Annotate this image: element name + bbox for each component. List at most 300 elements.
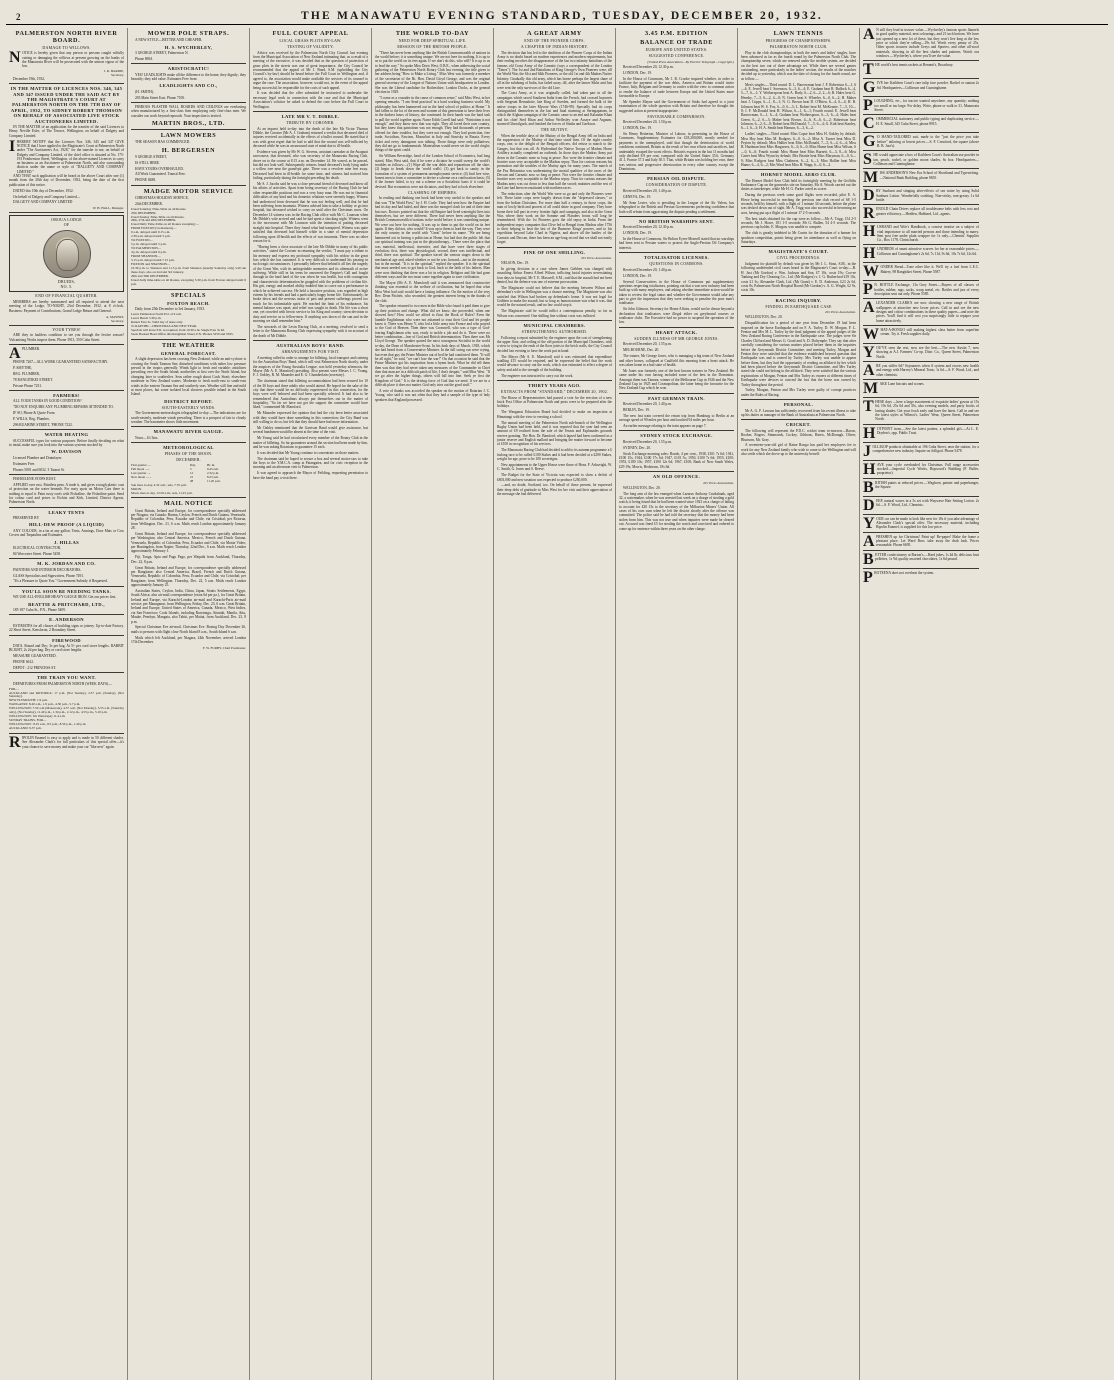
- divider-rule: [863, 397, 979, 398]
- article-subheadline: E. ANDERSON: [49, 617, 84, 623]
- classified-ad: [863, 115, 979, 133]
- drop-cap: G: [863, 133, 876, 151]
- body-paragraph: At an inquest held to-day into the death of the late Mr Victor Thomas Dibble, the Coroner (Mr A. J. Graham) returned a verdict that deceased died of injuries received accidentally in the effects of a bullet wound. He stated that it was with great regret that he had to add that the wound was self-inflicted by deceased while he was in an unsound state of mind due to ill-health.: [253, 126, 368, 149]
- article-kicker: A CHAPTER OF INDIAN HISTORY.: [520, 43, 589, 49]
- classified-ad: [863, 514, 979, 532]
- drop-cap: H: [863, 424, 876, 442]
- divider-rule: [863, 298, 979, 299]
- divider-rule: [863, 514, 979, 515]
- drop-cap: D: [863, 187, 875, 205]
- ad-body-text: ETTER confectionery at Barton's.—Hard jubes, 1s 4d lb; delicious fruit pellettes, 1s 9d; quality assorted chocolates, 1s 6d pound.: [875, 552, 979, 561]
- body-paragraph: December 19th, 1932.: [13, 76, 45, 81]
- body-paragraph: The chairman stated that billeting accommodation had been secured for 10 of the 36 boys and three adults who would attend. He hoped for the sake of the city that there would be no difficulty experienced in this connection, for the boys were well behaved and had been specially selected. It had also to be remembered that Australians always put themselves out in the matter of hospitality. "So far we have not got the support the committee would have liked," commented Mr Mansford.: [253, 379, 368, 410]
- divider-rule: [741, 246, 856, 247]
- body-paragraph: ESTIMATES for all classes of building signs or joinery. Up-to-date Factory. 22 Short Street, Kensloron, 2 Boundary Street.: [9, 623, 124, 633]
- divider-rule: [863, 60, 979, 61]
- lodge-line: OROUA LODGE: [51, 217, 82, 223]
- divider-rule: [863, 478, 979, 479]
- body-paragraph: MEMBERS are hereby summoned and all required to attend the next meeting of the Lodge, TO-NIGHT, 23rd December, 1932, at 8 o'clock. Business: Payment of Contributions, Grand Lodge Return and General.: [9, 299, 124, 313]
- divider-rule: [741, 399, 856, 400]
- body-paragraph: Received December 20, 1.40 p.m.: [623, 267, 672, 272]
- classified-ad: [863, 187, 979, 205]
- classified-ad: [9, 734, 124, 752]
- newspaper-title: THE MANAWATU EVENING STANDARD, TUESDAY, DECEMBER 20, 1932.: [301, 10, 823, 22]
- drop-cap: N: [9, 49, 21, 67]
- drop-cap: P: [863, 281, 873, 299]
- classified-ad: [863, 460, 979, 478]
- article-kicker: DAMAGE TO WILLOWS.: [42, 44, 91, 50]
- classified-ad: [863, 382, 979, 395]
- article-subheadline: MAGISTRATE'S COURT.: [768, 249, 829, 255]
- divider-rule: [863, 424, 979, 425]
- divider-rule: [131, 63, 246, 64]
- list-item: 9 a.m. delayed until 9.15 a.m.: [131, 230, 171, 235]
- ad-body-text: RY Sunburn and stinging after-effects of sea water by using Solid Sunburn Lotion. Wonderfully soothing. Non-sticky, non-greasy. 1s 6d bottle.: [876, 189, 979, 202]
- divider-rule: [741, 419, 856, 420]
- body-paragraph: Turley, Morgan, Fenton and Mrs Turley were guilty of corrupt practices under the Rules of Racing.: [741, 388, 856, 397]
- body-paragraph: In the House of Commons, Mr J. R. Crooke inquired whether, in order to facilitate the payment of the war debts, America and Britain would invite France, Italy, Belgium and Germany to confer with the view to common action to render the balance of trade between Europe and the United States more favourable to Europe.: [619, 76, 734, 99]
- divider-rule: [131, 426, 246, 427]
- article-kicker: SUGGESTED CONFERENCE.: [648, 52, 705, 58]
- article-subheadline: YOU'LL SOON BE NEEDING TANKS.: [21, 588, 112, 594]
- divider-rule: [9, 614, 124, 615]
- divider-rule: [253, 340, 368, 341]
- table-cell: 9.45 a.m.: [206, 466, 219, 471]
- table-cell: 11.20 p.m.: [206, 478, 221, 483]
- article-subheadline: NO BRITISH WARSHIPS SENT.: [639, 218, 714, 224]
- ad-body-text: N still they lead in trouser value.—Wycherley's famous sports flannels in good quality material, neat colourings, and 21 inch bottom. We have just opened up a new lot of these, but they won't live long at the low price at which they're selling—19s 6d. Worth every penny of 25s. Other sports trousers include Greys and Sportex, and other all-wool materials, showing in all the best shades and patterns. Watch our windows.—Wycherley's, where you'll see the value.: [876, 28, 979, 58]
- divider-rule: [863, 186, 979, 187]
- ad-body-text: HEREBY NOTIFY that the Licences Nos. 346, 345 and 347 GIVE NOTICE that I have applied to the Magistrate's Court at Palmerston North under "The Auctioneers Act, 1928," for the transfer to me, on behalf of Dalgety and Company Limited, of the chief office is situated at No. 175-193 Featherston Street, Wellington, of the above-named Licences to carry on business as an Auctioneer at Palmerston North, and also surrounding districts under the name or style of "DALGETY AND COMPANY LIMITED.": [16, 139, 124, 174]
- ad-body-text: ISS ANDERSON'S New Era School of Shorthand and Typewriting.—National Bank Building, phone 8655.: [879, 171, 979, 180]
- list-item: TO FOXTON—: [131, 238, 153, 243]
- ad-body-text: HAT-A-BONGO still making highest class butter from superfine cream. Try it. Fresh supplies daily.: [880, 328, 979, 337]
- body-paragraph: 9 GEORGE STREET,: [135, 154, 167, 159]
- body-paragraph: New appointments to the Upper House were those of Hons. F. Arkwright, W. C. Smith, G. Jones and S. Reeve.: [497, 462, 612, 472]
- lodge-line: DRUIDS,: [57, 278, 76, 284]
- list-item: 5 p.m. delayed until 5 p.m.: [131, 242, 167, 247]
- article-kicker: PHASES OF THE MOON.: [164, 451, 213, 457]
- article-subheadline: PERSIAN OIL DISPUTE.: [647, 176, 706, 182]
- table-cell: 28: [189, 478, 194, 483]
- article-subheadline: FARMERS!: [53, 392, 80, 398]
- divider-rule: [863, 325, 979, 326]
- table-cell: 12: [189, 470, 194, 475]
- body-paragraph: A NEW STYLE—BETTER AND CHEAPER.: [135, 38, 203, 43]
- divider-rule: [9, 558, 124, 559]
- body-paragraph: "Having been a close associate of the late Mr Dibble in many of his public activities," stated the Coroner in returning the verdict, "I must pay a tribute to his memory and express my profound sympathy with his widow in the great loss which she has sustained. It is very difficult to understand his passing in such tragic circumstances. I personally believe that behind it all lies the tragedy of the Great War, with its unforgettable memories and its aftermath of active suffering. While still in his teens he answered the Empire's Call and fought through in the hard hard of the war when he was health, but with courageous and characteristic determination he grappled with the problems of civilian life. His grit, energy and marked ability enabled him to carve out a performance in which he achieved success. He held a lucrative position, was regarded in high esteem by his friends and had a particularly happy home life. Unfortunately, he broke down and the nervous strain of past and present sufferings proved too much for his indomitable spirit. He reached the limit of his endurance, his mental balance was upset, and relief was sought in death. His life was a short one, yet crowded with heroic service to his King and country; stern devotion to duty and service as to fellow-men. If anything was down of the sun and in the morning we shall remember him.": [253, 244, 368, 324]
- classified-ad: [863, 532, 979, 550]
- body-paragraph: SUCCESSFUL types for various purposes. Before finally deciding on what to instal, make sure you look into the various systems stocked by: [9, 438, 124, 448]
- article-subheadline: HEART ATTACK.: [655, 329, 698, 335]
- body-paragraph: Received December 20, 1.55 p.m.: [623, 342, 672, 347]
- body-paragraph: The Magistrate said he would inflict a contemptuous penalty, so far as Wilson was concerned. One shilling fine without costs was inflicted.: [497, 309, 612, 318]
- body-paragraph: Mr Young said he had circularised every member of the Rotary Club in the matter of billeting. So far guarantees around the section had been made by him, and he was asking Rotarians to guarantee 15 each.: [253, 436, 368, 449]
- body-paragraph: Great Britain, Ireland and Europe, for correspondence specially addressed per Rangitane; also Central America, Brazil, French and Dutch Guiana, Venezuela, Republic of Colombia, Peru, Ecuador and Chile, via Cristobal; per Rangitane, from Wellington, Thursday, Dec. 22, 5 a.m. Mails reach London approximately January 25.: [131, 565, 246, 588]
- drop-cap: G: [863, 79, 876, 97]
- table-cell: Last quarter ....: [131, 470, 151, 475]
- article-subheadline: METEOROLOGICAL: [163, 445, 214, 451]
- body-paragraph: The Hornet Model Aero Club held its fortnightly meeting by the Griffiths Endurance Cup on the gunworks site on Saturday. Mr A. Woods carried out the duties as timekeeper, while Mr H. G. Parker acted as scorer.: [741, 178, 856, 192]
- body-paragraph: Mr S. J. Jacobs said he was a close personal friend of deceased and knew all his affairs of activities. Apart from being secretary of the Racing Club he had other responsible positions and was a very busy man. He was not in financial difficulties of any kind and his domestic relations were serenely happy. Witness had understood from deceased that he was not feeling well, and that he had been suffering from insomnia. Witness advised him to take a holiday or go into hospital, but deceased wished to carry on until after the Christmas races. On December 14 witness was in the Racing Club office with Mr C. Lounson when Mr Dibble's wife arrived and said he had spent a shocking night. Witness went to the racecourse with Mr Lounson with the intention of putting deceased straight into hospital. There they found what had transpired. Witness was quite satisfied that deceased had himself while in a state of mental depression following upon ill-health and the effects of war insomnia. There was no other reason for it.: [253, 182, 368, 243]
- divider-rule: [9, 429, 124, 430]
- article-subheadline: DISTRICT REPORT.: [164, 398, 213, 404]
- classified-ad: [863, 424, 979, 442]
- list-item: Leave Beach 5.30 p.m.: [131, 316, 162, 321]
- divider-rule: [131, 339, 246, 340]
- body-paragraph: —and, no doubt, Scotland, too. On behalf of those present, he expressed their deep debt of gratitude to Miss West for her visit and their appreciation of the message she had delivered.: [497, 483, 612, 497]
- body-paragraph: IS STILL HERE.: [135, 160, 160, 165]
- article-subheadline: SYDNEY STOCK EXCHANGE.: [640, 433, 713, 439]
- divider-rule: [497, 247, 612, 248]
- drop-cap: B: [863, 550, 874, 568]
- classified-ad: [863, 346, 979, 359]
- ad-body-text: HE would appreciate a box of Kathleen Court's Australian use powder in tan, peach, rachel, or golden moon shades, 6s box. Headquarters—Collinson and Cunninghame.: [873, 153, 979, 166]
- newspaper-column: [494, 28, 616, 1380]
- body-paragraph: Play in the club championships, in both the men's and ladies' singles, have been advanced as far as the fourth round by the Palmerston North Club. The championship seven, which are renewed under the terrible system, are decided on the best two out of three advantage set. While there are several games outstanding, more particularly in the ladies' section, the results of the matches decided up to yesterday, which was the date of closing for the fourth round, are as follow:—: [741, 50, 856, 81]
- body-paragraph: The following will represent the P.D.C. cricket team to-morrow—Bacon, Rooker, Rogers, Simmonds, Cockey, Gibbons, Harris, McDonagh, Oliver, Blunsom, Mr. Gray.: [741, 428, 856, 442]
- list-item: Usual Sunday Time-Table on all Routes.: [131, 214, 185, 219]
- body-paragraph: Mr Maunder expressed the opinion that had the city been better associated with they would have done something in this connection; the City Band was still willing to do so, but felt that they should have had more information.: [253, 411, 368, 425]
- list-item: FROM FOXTON (via Rainons)—: [131, 226, 177, 231]
- article-subheadline: FIREWOOD: [52, 637, 81, 643]
- list-item: Usual daily time-table on all Routes, excepting 5.30 p.m. from Foxton delayed until 6 p.m.: [131, 277, 246, 286]
- article-byline: Per Press Association.: [581, 255, 612, 260]
- ad-body-text: PLUMBER.: [22, 347, 40, 352]
- article-headline: PALMERSTON NORTH RIVER BOARD.: [15, 30, 118, 45]
- drop-cap: H: [863, 245, 876, 263]
- lodge-line: OF: [63, 222, 70, 228]
- body-paragraph: Great Britain, Ireland and Europe, for correspondence specially addressed per Niagara, via Canada: Burma, Ceylon, French and Dutch Guiana, Venezuela, Republic of Colombia, Peru, Ecuador and Chile, via Cristobal; per Rotorua, from Wellington, Dec. 21, 6 a.m. Mails reach London approximately January 28.: [131, 508, 246, 531]
- body-paragraph: MELBOURNE, Dec. 20.: [623, 348, 660, 353]
- article-kicker: SUDDEN ILLNESS OF MR GEORGE JONES.: [634, 335, 719, 341]
- divider-rule: [741, 295, 856, 296]
- body-paragraph: FISHOILENE STOPS RUST.: [13, 476, 57, 481]
- body-paragraph: Received December 20, 12.30 p.m.: [623, 225, 674, 230]
- article-kicker: QUESTIONS IN COMMONS.: [649, 261, 704, 267]
- article-kicker: ARRANGEMENTS FOR VISIT.: [281, 349, 340, 355]
- newspaper-column: [860, 28, 982, 1380]
- divider-rule: [619, 430, 734, 431]
- table-cell: 5: [189, 466, 192, 471]
- body-paragraph: Sir William Beveridge, head of the London School of Economics, had long stated, Miss West said, that if he were a dictator he would sweep the world's troubles as follows:—(1) Wipe all the war debts and reparations off the slate; (2) begin to break down the 'world walls'; (3) get back to sanity in the formation of a system of permanent unemployment service; (4) find free wise, honest men to form a committee to devise a scheme on a confiscation basis; (5) if the former failed, to try out a scheme on a Socialistic basis if it could be devised. But economists were not dictators, and they had to look elsewhere.: [375, 154, 490, 189]
- body-paragraph: Special Christmas Eve air-mail, Christmas Eve. Boxing Day December 26, mails to persons with flight close North Island 8 a.m., South Island 6 a.m.: [131, 625, 246, 634]
- body-paragraph: APPLIED over rust. Paintless pens. A trade it, and gives a tough plastic coat of protection on the water beneath. For rusty spots on Motor Cars there is nothing to equal it. Paint rusty roofs with Fishoiline, the Fishoiline paint. Send for colour card and prices to Etchist and Kirk, Limited, District Agents, Palmerston North.: [9, 482, 124, 505]
- list-item: 2.39 p.m. delayed until 3 p.m.: [131, 234, 171, 239]
- drop-cap: D: [863, 496, 875, 514]
- classified-ad: [863, 568, 979, 586]
- divider-rule: [863, 222, 979, 223]
- divider-rule: [9, 344, 124, 345]
- ad-body-text: AVE your cycle overhauled for Christmas. Full range accessories stocked.—Imperial Cycle Works, Hopwood's Building (F. Buller, proprietor).: [876, 462, 979, 476]
- divider-rule: [863, 379, 979, 380]
- body-paragraph: LONDON, Dec. 19.: [623, 70, 653, 75]
- body-paragraph: BERLIN, Dec. 19.: [623, 407, 650, 412]
- ad-body-text: OLLIGOP products obtainable at 196 Cuba Street, near the station, for a comprehensive new industry. Inquire on Jolligod. Phone 5478.: [872, 444, 979, 453]
- body-paragraph: Great Britain, Ireland and Europe, for correspondence specially addressed per Washington; also Central America, Mexico, French and Dutch Guiana, Venezuela, Republic of Colombia, Peru, Ecuador and Chile, via Monte Video; per Huntingdon, from Napier, Thursday, 22nd Dec., 6 a.m. Mails reach London approximately February 1.: [131, 531, 246, 554]
- lodge-notice-emblem: [9, 215, 124, 292]
- classified-ad: [9, 137, 124, 175]
- article-kicker: END OF THE PIONEER CORPS.: [524, 37, 585, 43]
- signature-line: W. H. HALL, Manager.: [92, 206, 124, 211]
- divider-rule: [9, 325, 124, 326]
- body-paragraph: GENEVA, Dec. 19.: [623, 194, 652, 199]
- drop-cap: C: [863, 115, 875, 133]
- divider-rule: [741, 169, 856, 170]
- classified-ad: [863, 442, 979, 460]
- article-subheadline: H. S. WYCHERLEY,: [164, 44, 213, 50]
- article-kicker: STRENGTHENING AUTHORISED.: [521, 328, 588, 334]
- list-item: NEW PLYMOUTH: 1.9 p.m.: [9, 698, 48, 703]
- body-paragraph: The speaker returned to two men in the Bible who found it paid them to give up their position and change. What did we know, she proceeded, when one showed how? How could we afford to flout the Book of Rules? Even the humble Englishman who were not ashamed to trust their God and let people know it. There was Henry V, who led a little army into France and who prayed to the God of Heaven. Then there was Cromwell, who was a type of God-fearing Englishman who was, ready to tackle a job and do it. There were no better combination—fear of God and British determination. Then there was Mr Lloyd George. The speaker quoted the most courageous Socialist in the world to-day, the Dean of Manchester-Scout. In his dark days of March, 1918, which she had heard from a Conservative Minister. In the full swing our were crying, but even that guy the Prime Minister out of bed he had comforted them. "It will be all right," he said, "we can't lose the war!" On that occasion he said that the Prime Minister got his inspiration from a hymn book. What he did tell them then was that they had never taken any measures of the Commander in Chief then that man are in a difficult patch of life, I don't despair," said Miss West. "If we go after the higher things, others will fall into line. Seek ye first the Kingdom of God." It is the driving force of God that we need. If we are in a difficult place it does not matter. God only tries out the good stuff.": [375, 304, 490, 388]
- article-subheadline: RACING INQUIRY.: [775, 297, 822, 303]
- divider-rule: [497, 320, 612, 321]
- body-paragraph: Following a report submitted by the engineer upon the cost of strengthening the upper floor, and ceiling of the old portion of the Municipal Chambers, with a view to tying in the ends of the floor joists to the brick walls, the City Council decided last evening to have the work put in hand.: [497, 335, 612, 353]
- body-paragraph: Stock Exchange morning sales: Bonds, 4 per cent., 1938, £101 7s 6d; 1941, £100 15s; 1944, £100 17s 6d; 1947, £101 5s; 1950, £100 7s 6d; 1955, £100; 1953, £100 10s; 1957, £100 12s 6d; 1967, £100; Bank of New South Wales, £29 19s; Morris, Hedstrom, 18s 6d.: [619, 451, 734, 469]
- article-subheadline: LEAKY TENTS: [48, 509, 85, 515]
- body-paragraph: FIBROUS PLASTER WALL BOARDS AND CEILINGS are everlasting when manufactured by a first-class firm employing only first-class men. We consider our work beyond reproach. Your inspection is invited.: [131, 104, 246, 118]
- drop-cap: R: [863, 205, 875, 223]
- body-paragraph: (H. SMITH),: [135, 89, 154, 94]
- article-headline: FULL COURT APPEAL: [272, 30, 349, 37]
- article-kicker: MISSION OF THE BRITISH PEOPLE.: [397, 43, 468, 49]
- signature-line: Secretary.: [110, 318, 124, 323]
- body-paragraph: "I come as a crusader in the cause of common sense," said Miss West, in her opening remarks. "I am 'dead practical' in a hard working business world. My philosophy has been hammered out in the hard school of politics at Home." It had fallen to the lot of the men and women of this generation to have their lives in the darkest hours of history, she continued. In their hands was the hard task to pull the world together again. Nurse Edith Cavell had said: "Patriotism is not enough," and they knew now that was right. They all loved their own country, but they knew that patriotism was not enough. They had thousands of persons offered for their troubles, but they were not enough. They had protection, free trade, Socialism, Fascism, Mussolini in Italy and Stavisky in Russia. Every ticket and every damagoms was talking. Those things were only palliatives; they did not go to fundamentals. Materialism would never set the world a'right; things of the spirit could.: [375, 95, 490, 153]
- body-paragraph: All Work Guaranteed. Transit Free.: [135, 172, 186, 177]
- ad-body-text: RE you stiffer 6d? Sojourners when A system and excess new health and energy with Harvey's Mineral Tonic, 1s 6d.—S. F. Wood, Ltd., and other chemists.: [876, 364, 979, 377]
- classified-ad: [863, 281, 979, 299]
- drop-cap: S: [863, 151, 872, 169]
- body-paragraph: Mails which left Auckland, per Niagara, 24th November, arrived London 17th December.: [131, 635, 246, 645]
- body-paragraph: LONDON, Dec. 19.: [623, 126, 653, 131]
- divider-rule: [863, 204, 979, 205]
- drop-cap: P: [863, 568, 873, 586]
- list-item: To RAETIHI—CHRISTMAS AND NEW YEAR.: [131, 323, 198, 328]
- classified-ad: [863, 151, 979, 169]
- body-paragraph: During the previous week some good flights were recorded, pilot E. A. Howe being successful in reaching the previous one club record of 68 1-5 seconds, held by himself, with a flight of 1 minute 34 seconds, before the plane was decked down out of sight. Mr A. Trigg was also successful in becoming an aces, having put up a flight of 1 minute 17 2-5 seconds.: [741, 193, 856, 215]
- article-kicker: LOCAL GRASS PLOTS BY-LAW.: [279, 37, 342, 43]
- body-paragraph: Private Phone 7231.: [13, 383, 43, 388]
- body-paragraph: P. SMYTHE,: [13, 365, 33, 370]
- body-paragraph: Men's singles.—Third round: D. L. Barrowman beat J. F. Robertson 6—1, 6—4; E. Jewell beat J. Sorenson, 6—3, 6—4; E. Graham beat R. Bullock 6—4, 5—7, 6—1; Y. Wotherspoon beat A. Barly, 6—2, 6—2, 2—6; R. Hales beat G. Hensby, 7—5, 6—2, 4—0; N. Green beat S. Wheeler, 6—0, 6—2; H. Maher beat J. Copps, 6—1, 8—1; N. G. Brown beat D. O'Brien, 6—4, 6—4; H. B. Johnson beat W. S. Fox, 6—0, 6—3; L. Robert beat M. McKenzie, 7—5, 10—8; J. F. McDonald beat H. Wilson, 6—1, 6—1; Fourth round: E. Jewell beat Barrowman, 6—1, 6—4; Graham beat Wotherspoon, 6—3, 6—4; Hales beat Green, 6—2, 6—3; Maher beat Brown, 4—6, 8—6, 6—2; Robertson beat Johnson, 6—2, 6—0; Robert beat McDonald, 7—5, 6—4; G. Kirk beat Stanley, 6—1, 6—3; H. A. Smith beat Hanson, 6—3, 6—2.: [741, 82, 856, 131]
- body-paragraph: ELECTRICAL CONTRACTOR,: [13, 546, 61, 551]
- divider-rule: [863, 496, 979, 497]
- body-paragraph: 84 Worcester Street. Phone 5458.: [13, 551, 61, 556]
- body-paragraph: Received December 20, 12.30 p.m.: [623, 64, 674, 69]
- body-paragraph: The reductions after the World War were so go and only the Pioneers were left. These latter corps were largely drawn from the "depressed classes," or from the Indian Christians. For more than half a century, in those corps, the man of lowly birth and poorest of all could shine in good company. They have borne their full part in every frontier fight and campaign, and also in the Great War, where their work on the Somme and Flanders fronts will long be remembered. With the 1st Pioneers goes the old sepoy in India. From the independent sepoy companies that Clive led to Bengal from Madras after 1756 to their helping to beat the last of the Burmese Kings' powers, and to his expedition beyond Lake Chad in Nigeria, and above all the battles of the Carnatic and Deccan, there has been an age-long record that we shall not easily forget.: [497, 192, 612, 245]
- article-headline: BALANCE OF TRADE: [640, 39, 713, 47]
- body-paragraph: Licensed Plumber and Drainlayer.: [13, 455, 63, 460]
- article-kicker: CONSIDERATION OF DISPUTE.: [645, 182, 708, 188]
- list-item: Usual Saturday Time-Table on all Routes.: [131, 206, 187, 211]
- divider-rule: [619, 471, 734, 472]
- article-subheadline: HORNET MODEL AERO CLUB.: [760, 172, 837, 178]
- list-item: 3.15 p.m. delayed until 7.15 p.m.: [131, 257, 175, 262]
- ad-body-text: OUR car can be made to look like new for 10s if you take advantage of Alexander Clark's special offer. The necessary material, including Ripolin Enamel, is supplied for this low price.: [876, 516, 979, 530]
- divider-rule: [9, 474, 124, 475]
- article-kicker: DECEMBER.: [176, 457, 201, 463]
- ad-body-text: IVE her Kathleen Court's rare tulip face powder. Rachel or suntan 2s 6d. Headquarters—Collinson and Cunninghame.: [876, 81, 979, 90]
- list-item: 25th DECEMBER.: [131, 210, 157, 215]
- body-paragraph: Received December 20, 1.40 p.m.: [623, 189, 672, 194]
- body-paragraph: PHONE 7267—ALL WORK GUARANTEED SATISFACTORY.: [13, 360, 108, 365]
- article-kicker: FINDING IN EARTHQUAKE CASE: [765, 303, 832, 309]
- classified-ad: [863, 97, 979, 115]
- drop-cap: A: [863, 28, 875, 43]
- article-kicker: NEED FOR DEEP SPIRITUAL LIFE.: [398, 37, 467, 43]
- article-subheadline: ARISTOCRATIC!: [167, 66, 210, 72]
- body-paragraph: The Mayor (Mr A. E. Mansford) said it was announced that constructive thinking was essential to the welfare of civilisation, but he hoped that what Miss West had said would have a lasting influence. On the motion of the very Rev. Dean Fitchett, who seconded, the greatest interest being in the thanks of the club.: [375, 281, 490, 303]
- classified-ad: [863, 400, 979, 422]
- body-paragraph: SYDNEY, Dec. 20.: [623, 445, 651, 450]
- body-paragraph: WELLINGTON, Dec. 20.: [623, 485, 661, 490]
- list-item: AUCKLAND and ROTORUA: 17 p.m. (Not Sunday), 2.37 p.m. (Sunday), (Not Saturday).: [9, 690, 124, 699]
- article-subheadline: BEATTIE & PRITCHARD, LTD.,: [28, 601, 105, 607]
- list-item: WELLINGTON : 8.25 a.m., 8.5 p.m., 8.50 p.m., 1.40 p.m.: [9, 722, 87, 727]
- drop-cap: H: [863, 460, 876, 478]
- body-paragraph: The Manawatu Racing Club had decided to add to its autumn programme a £ furlong race to be called £100 Stakes and it had been decided at a £200 Stakes, weight for age, prize to be 100 sovereigns.: [497, 448, 612, 462]
- body-paragraph: Several Conservatives in the House of Commons put supplementary questions respecting totalisators, pointing out that a vast new industry had been built up with many employees, and asking whether immediate action would be taken to review the legal status and whether the Government would take any part to give the impression that they were seeking to penalise the poor man's totalisator.: [619, 279, 734, 306]
- ad-body-text: OTPOINT irons.—See the latest pattern, a splendid gift.—At L. E. Dryden's, opp. Public Trust.: [876, 426, 979, 435]
- table-cell: Full moon ......: [131, 466, 150, 471]
- body-paragraph: The Coast Army, as it was originally called, had taken part in all the campaigns which saved Southern India from the French, had crossed bayonets with Sergeant Bernadotte, late King of Sweden, and formed the bulk of the native troops in the later Mysore Wars (1746-99). Specially had its corps distinguished themselves in the last and final storming at Seringapatam, in which the Afghan campaign of the Carnatic came to an end and Kalandar Khan and his chief Sted Khan and Arthur Wellesley won Assaye and Argaum, stormed Ghawilgurh, and finished the forces of Sindia and Gaekwar.: [497, 91, 612, 127]
- ad-body-text: O HAND-TAILORED suit, made to the "just the price you take before" tailoring at lowest prices.—S. F. Crawford, the square (above B. B. Just's).: [876, 135, 979, 148]
- body-paragraph: The new fast train covered the return trip from Hamburg to Berlin at an average speed of 90 miles per hour and touched 94 miles per hour.: [619, 413, 734, 423]
- body-paragraph: 3 GEORGE STREET, Palmerston N.: [135, 50, 189, 55]
- drop-cap: Y: [863, 514, 875, 532]
- body-paragraph: Fiji, Tonga, Apia and Pago Pago, per Waipahi from Auckland, Thursday, Dec. 22, 8 p.m.: [131, 555, 246, 564]
- article-headline: A GREAT ARMY: [527, 30, 582, 37]
- body-paragraph: PHONE 8488.: [135, 178, 156, 183]
- article-kicker: TESTING OF VALIDITY.: [287, 43, 334, 49]
- moon-phases-table: [131, 464, 246, 484]
- body-paragraph: P. WILLS, Reg. Plumber,: [13, 416, 50, 421]
- list-item: 26th, 27th and 28th DECEMBER.: [131, 218, 177, 223]
- classified-ad: [863, 225, 979, 242]
- divider-rule: [619, 393, 734, 394]
- divider-rule: [863, 550, 979, 551]
- divider-rule: [131, 102, 246, 103]
- drop-cap: A: [863, 532, 875, 550]
- article-kicker: SOUTH-EASTERLY WINDS.: [161, 404, 216, 410]
- classified-ad: [863, 28, 979, 58]
- divider-rule: [9, 507, 124, 508]
- list-item: FOR—: [9, 686, 19, 691]
- signature-line: Secretary.: [110, 72, 124, 77]
- body-paragraph: When the terrible days of the Mutiny of the Bengal Army fell on India and the suppression of the Mutiny of that time stood firm. Of the eight cavalry corps, one, to the delight of the Bengali officers, did refuse to march to the Ganges, but that was all. At Hyderabad the Native Troops of Madras Horse Artillery actually completed an outbreak. In those days the Madras Army put down in the Carnatic none so long at peace. Nor were the frontier climate and frontier wars very acceptable to the Madras sepoy. Thus for curious reasons his promotion and the troubles of the Mutiny ages for many years. The march of the Pax Britannica was undermining the mortal qualities of the races of the Deccan and Carnatic now so long at peace. Nor were the frontier climate and frontier wars very acceptable to the Madras sepoy. Thus for curious reasons the Madras army was cut down to less than half the sword; mutinies and the rest of the Line had been reconstituted with northern races.: [497, 133, 612, 191]
- divider-rule: [619, 173, 734, 174]
- list-item: MOON.: [131, 486, 142, 491]
- body-paragraph: ALL YOUR TANKS IN GOOD CONDITION?: [13, 399, 82, 404]
- body-paragraph: Phone 8694.: [135, 56, 153, 61]
- body-paragraph: In reading and thinking one book had been very useful to the speaker, and that was "The World First," by J. H. Curle. They had seen how the Empire had had its day and had faded, and there was the mongrel clash for and of their time but ours. Doctors pointed out that the old Empire had lived watertight lives into themselves, but we were different. There had never been anything like the British Commonwealth of nations in the world before; it was something unique. We were out here for nothing. It was up to them to put the world on its feet again. If they did not, who would? It was up to them to lead the way. They were the only country in the world with "Great" before its name. "We are being hammered out in having a politician at Home, but had that the public felt that our spiritual training was just in the physiotherapy... There were the place that was material, intellectual, inventive, and that have were three stages of evolution; first, there was physiological, second, there was intellectual, and third, there was spiritual. The speaker traced the various stages down to the mechanical age and, asked whether or not he was forward—not in the material, but in the mental. "It is in the spiritual," replied the speaker. It is the spiritual that must needed was to get back to God, back to the faith of his fathers. Man were now thinking that there was a lot in religion. Religion and life had gone different ways and the two must come together again to save civilisation.: [375, 196, 490, 280]
- article-kicker: FAVOURABLE COMPARISON.: [647, 113, 706, 119]
- article-subheadline: LEADLIGHTS AND CO.,: [159, 83, 218, 89]
- body-paragraph: LONDON, Dec. 19.: [623, 273, 653, 278]
- article-headline: THE WORLD TO-DAY: [395, 30, 470, 37]
- classified-ad: [863, 245, 979, 263]
- article-subheadline: MANAWATU RIVER GAUGE.: [153, 429, 224, 435]
- article-subheadline: MUNICIPAL CHAMBERS.: [523, 323, 586, 329]
- article-subheadline: WATER HEATING: [44, 432, 89, 438]
- body-paragraph: DEPOT : 212 PRINCESS ST.: [13, 665, 57, 670]
- article-headline: LAWN MOWERS: [160, 132, 217, 140]
- article-subheadline: GENERAL FORECAST.: [160, 350, 217, 356]
- article-kicker: CIVIL PROCEEDINGS.: [776, 255, 821, 261]
- body-paragraph: The Magistrate could not believe that the meeting between Wilson and defendant's wife in Wellington was a chance meeting. The Magistrate was also satisfied that Wilson had broken up defendant's home. It was not legal for Gribben to make the assault, but so long as human nature was what it was, that would be the natural result, and no law could stop it.: [497, 285, 612, 308]
- body-paragraph: PAINTERS AND INTERIOR DECORATORS.: [13, 567, 82, 572]
- body-paragraph: The Mayor (Mr A. E. Mansford) said it was estimated that expenditure totalling £15 would be required, and he expressed the belief that the work would advance to carry out the work, which was estimated to effect a degree of safety and add to the strength of the building.: [497, 354, 612, 372]
- body-paragraph: Advice was received by the Palmerston North City Council last evening from the Municipal Association of New Zealand intimating that, as a result of a meeting of the executive, it was decided that as the question of protection of grass plots in the streets was one of great importance, the City Council be recommended that the appeal of Mr J. Bond, S.M. (upholding the City Council's by-law) should be heard before the Full Court in Wellington and, if agreed to, the association would make available the services of its counsel to argue the case. The association, however, would not, in the event of the appeal being successful, be responsible for the costs of such appeal.: [253, 50, 368, 90]
- classified-ad: [863, 61, 979, 79]
- body-paragraph: "DO NOT ENQUIRE ANY PLUMBING REPAIRS ATTENDED TO.: [13, 405, 114, 410]
- article-headline: MAIL NOTICE: [163, 500, 214, 508]
- body-paragraph: DALGETY AND COMPANY LIMITED: [13, 200, 73, 205]
- divider-rule: [9, 733, 124, 734]
- body-paragraph: Mr Oakley mentioned that the Garrison Band would give assistance, but several bandsmen would be absent at the time of the visit.: [253, 425, 368, 435]
- divider-rule: [131, 442, 246, 443]
- classified-ad: [863, 328, 979, 341]
- body-paragraph: The Government meteorologist telegraphed to-day:—The indications are for south-easterly, moderate winds prevailing. There is a prospect of fair to cloudy weather. The barometer shows little movement.: [131, 411, 246, 425]
- column-container: [6, 28, 1108, 1380]
- list-item: Sun rises to-day, 4.32 a.m.; sets, 7.55 p.m.: [131, 482, 187, 487]
- list-item: Seats Booked Head Office 40a Rangitikei Street, P.N. Phones 5250 and 5593.: [131, 331, 234, 336]
- list-item: 10.30 p.m. to Shannon and 11.5 p.m. from Shannon (usually Saturday only) will run these days, also on 2nd and 3rd January.: [131, 265, 246, 274]
- divider-rule: [131, 289, 246, 290]
- list-item: FOXTON and SHANNON—: [131, 261, 171, 266]
- signature-line: J. R. HARDIE,: [103, 68, 124, 73]
- ad-body-text: FRESHEN up for Christmas! Paint up! Re-paper! Make the home a pleasant place. Let Ward Bros. take away the drab look. Prices reasonable. Phone 6695.: [876, 534, 979, 548]
- classified-ad: [863, 205, 979, 223]
- divider-rule: [863, 150, 979, 151]
- body-paragraph: Evidence was given by Mr W. G. Stevens, assistant caretaker at the Awapuni racecourse, that deceased, who was secretary of the Manawatu Racing Club, drove on to the course at 8.15 a.m. on December 14. He waved, as he passed, but did not look well. Subsequently witness found deceased's body lying under a willow tree near the grand-pit gate. There was a revolver nine feet away. Deceased had been in ill-health for some time, and witness had noticed him failing, particularly during the fortnight preceding his death.: [253, 149, 368, 181]
- article-byline: Per Press Association.: [825, 310, 856, 315]
- list-item: SUNDAY TRAINS, FOR—: [9, 718, 47, 723]
- masthead: [6, 6, 1108, 25]
- body-paragraph: Australian States, Ceylon, India, China, Japan, Straits Settlements, Egypt, South Africa; also air-mail correspondence (extra 6d per pz.), for Great Britain, Ireland and Europe, via Karachi-London air-mail and Karachi-Paris air-mail service; per Maunganui, from Wellington, Friday, Dec. 23, 6 a.m. Great Britain, Ireland and Europe, United States of America, Canada, Mexico, West Indies, via San Francisco; Cook Islands, including Rarotonga, Aitutaki, Manila, Atiu, Mauke, Penrhyn, Mangaia, also Tahiti, per Maitai, from Auckland, Dec. 23, 8 p.m.: [131, 588, 246, 624]
- drop-cap: T: [863, 61, 874, 79]
- divider-rule: [863, 343, 979, 344]
- ad-body-text: N. BOTTLE Exchange, 13a Grey Street.—Buyers of all classes of bottles, rubber, rags, sacks, scrap metal, etc. Bottles and jars of every description sent out only. Phone 5585.: [874, 283, 979, 297]
- article-headline: 3.45 P.M. EDITION: [644, 30, 709, 37]
- body-paragraph: Received December 20, 1.40 p.m.: [623, 402, 672, 407]
- body-paragraph: WELLINGTON, Dec. 20.: [745, 315, 783, 320]
- article-subheadline: LATE MR V. T. DIBBLE.: [281, 113, 340, 119]
- divider-rule: [9, 212, 124, 213]
- article-headline: H. BERGERSEN: [161, 146, 216, 154]
- classified-ad: [863, 364, 979, 377]
- body-paragraph: CHRISTMAS HOLIDAY SERVICE,: [135, 195, 189, 200]
- body-paragraph: Daily from 25th December to 3rd January, 1933.: [135, 307, 205, 312]
- newspaper-column: [128, 28, 250, 1380]
- body-paragraph: The stewards of the Levin Racing Club, at a meeting, resolved to send a letter to the Manawatu Racing Club expressing sympathy with it on account of the death of Mr Dibble.: [253, 325, 368, 338]
- divider-rule: [619, 252, 734, 253]
- body-paragraph: The long arm of the law emerged when Lazarus Anthony Cruikshank, aged 32, a watermaker, when he was arrested last week on a charge of stealing a gold watch, it being found that he had been wanted since 1923 on a charge of failing to account for £20 13s to the secretary of the Milburton Miners' Union. All cases of his own sum when he left the district shortly after the offence was committed. The police said he had told the secretary that the money had been stolen from him. This was not true and when inquiries were made he cleared out. Accused was fined £5 for stealing the watch and convicted and ordered to come up for sentence within three years on the other charge.: [619, 491, 734, 531]
- list-item: TO PALMERSTON—: [131, 246, 162, 251]
- newspaper-column: [616, 28, 738, 1380]
- body-paragraph: Mr Spender Mayne said the Government of Sinks had agreed to a joint examination of the whole question with Britain and therefore he thought the suggested action at present inappropriate.: [619, 99, 734, 113]
- body-paragraph: 203 Main Street East. Phone 7100.: [135, 95, 186, 100]
- article-headline: SPECIALS: [170, 291, 207, 299]
- divider-rule: [9, 390, 124, 391]
- ad-body-text: LOUGHING, etc., for tractor wanted anywhere, any quantity; nothing too small or too large. For delay. Write, phone or walk to 31, Manawatu Street.: [874, 99, 979, 112]
- drop-cap: W: [863, 263, 879, 281]
- article-kicker: EUROPE AND UNITED STATES.: [645, 46, 708, 52]
- body-paragraph: DATA. Round and Dry; 3s per bag. At 5/- per cord stove lengths. RABBIT BLIGHT, 2s 2d per bag. Dry or cord stove lengths.: [9, 643, 124, 653]
- table-cell: First quarter —: [131, 463, 151, 468]
- lodge-line: NO. 5.: [60, 283, 73, 289]
- article-kicker: EXTRACTS FROM "STANDARD," DECEMBER 20, 1902.: [500, 388, 609, 394]
